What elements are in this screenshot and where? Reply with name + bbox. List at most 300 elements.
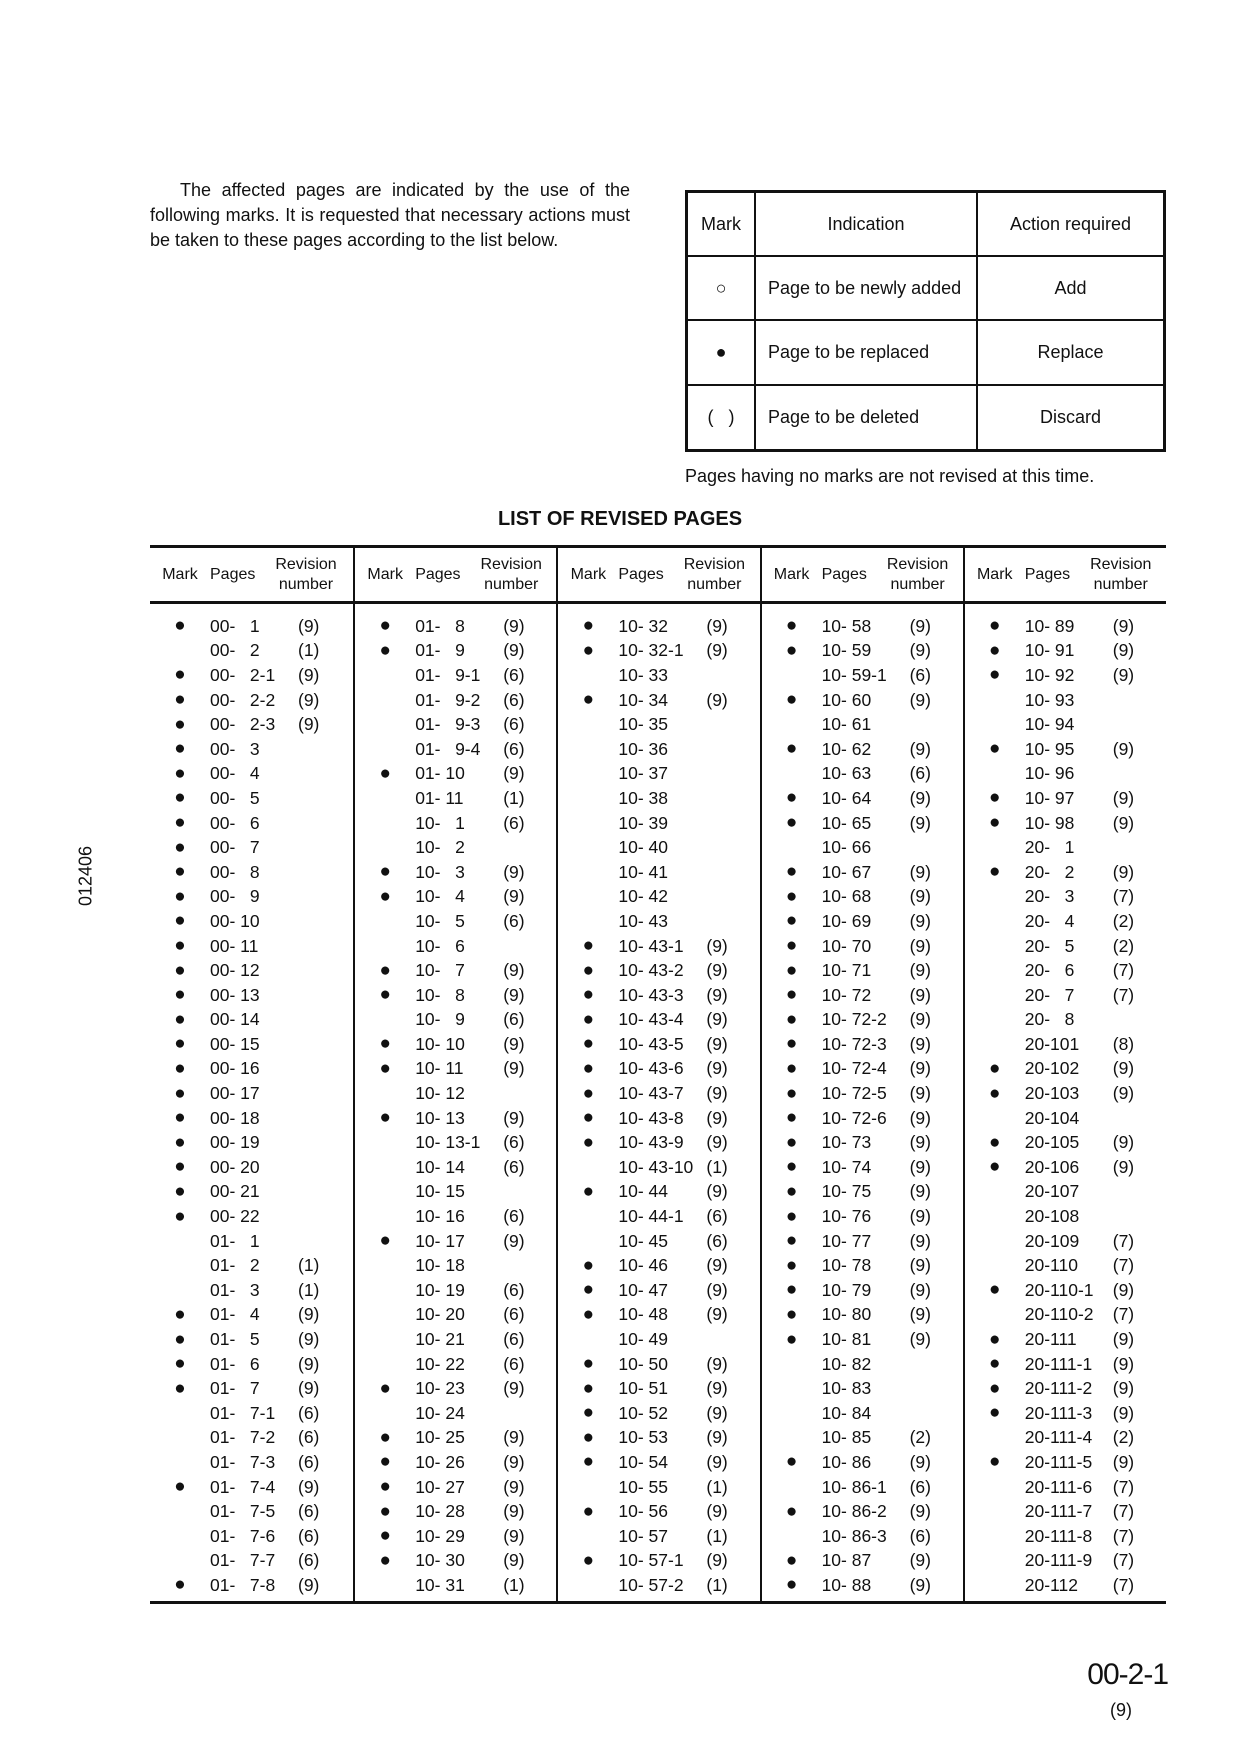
row-page: 00- 5 bbox=[210, 787, 260, 808]
row-page: 00- 22 bbox=[210, 1206, 260, 1227]
header-revision-line1: Revision bbox=[683, 555, 746, 573]
list-row bbox=[965, 1499, 1166, 1524]
list-row bbox=[150, 835, 353, 860]
row-revision: (7) bbox=[1112, 960, 1135, 981]
list-row bbox=[150, 1327, 353, 1352]
list-row bbox=[558, 663, 759, 688]
row-page: 10- 19 bbox=[415, 1279, 465, 1300]
list-row bbox=[762, 1549, 963, 1574]
row-page: 10- 87 bbox=[821, 1550, 872, 1571]
row-mark: ● bbox=[379, 1377, 391, 1399]
row-page: 20-109 bbox=[1024, 1230, 1080, 1251]
row-revision: (9) bbox=[298, 1329, 320, 1350]
row-page: 10- 58 bbox=[821, 615, 872, 636]
list-row bbox=[355, 1155, 556, 1180]
row-revision: (9) bbox=[909, 1058, 931, 1079]
row-revision: (7) bbox=[1112, 1255, 1135, 1276]
list-row bbox=[762, 1450, 963, 1475]
row-revision: (9) bbox=[909, 1181, 931, 1202]
row-page: 10- 46 bbox=[618, 1255, 668, 1276]
list-row bbox=[965, 1253, 1166, 1278]
row-revision: (9) bbox=[503, 1525, 525, 1546]
list-row bbox=[965, 1008, 1166, 1033]
row-revision: (9) bbox=[706, 1501, 728, 1522]
list-row bbox=[150, 1376, 353, 1401]
row-page: 20-111 bbox=[1024, 1329, 1077, 1350]
list-row bbox=[558, 1204, 759, 1229]
row-revision: (9) bbox=[503, 960, 525, 981]
legend-mark-discard: ( ) bbox=[687, 385, 756, 451]
row-page: 01- 6 bbox=[210, 1353, 260, 1374]
row-mark: ● bbox=[582, 615, 595, 637]
row-mark: ● bbox=[582, 1426, 595, 1448]
row-revision: (9) bbox=[909, 1206, 931, 1227]
list-row bbox=[965, 958, 1166, 983]
row-page: 10- 63 bbox=[821, 763, 872, 784]
list-row bbox=[558, 1376, 759, 1401]
header-mark: Mark bbox=[162, 565, 198, 583]
list-row bbox=[355, 712, 556, 737]
header-pages: Pages bbox=[210, 565, 256, 583]
list-row bbox=[965, 737, 1166, 762]
legend-header-mark: Mark bbox=[687, 192, 756, 257]
column-header bbox=[965, 548, 1166, 604]
row-mark: ● bbox=[174, 1353, 186, 1375]
row-page: 10- 18 bbox=[415, 1255, 465, 1276]
row-mark: ● bbox=[785, 639, 798, 661]
row-mark: ● bbox=[785, 812, 798, 834]
row-page: 10- 86-3 bbox=[821, 1525, 887, 1546]
list-row bbox=[355, 811, 556, 836]
row-mark: ● bbox=[379, 615, 391, 637]
list-row bbox=[965, 1032, 1166, 1057]
row-page: 10- 75 bbox=[821, 1181, 872, 1202]
row-page: 01- 7-8 bbox=[210, 1574, 276, 1595]
row-mark: ● bbox=[582, 1033, 595, 1055]
row-revision: (9) bbox=[706, 1402, 728, 1423]
list-row bbox=[150, 688, 353, 713]
row-page: 01- 7-5 bbox=[210, 1501, 276, 1522]
list-row bbox=[355, 1401, 556, 1426]
row-revision: (9) bbox=[706, 1058, 728, 1079]
row-revision: (9) bbox=[909, 787, 931, 808]
list-row bbox=[762, 1376, 963, 1401]
row-revision: (6) bbox=[503, 1279, 525, 1300]
list-row bbox=[150, 1106, 353, 1131]
row-revision: (7) bbox=[1112, 886, 1135, 907]
list-row bbox=[150, 712, 353, 737]
header-revision-line1: Revision bbox=[1090, 555, 1152, 573]
header-revision-line2: number bbox=[890, 575, 945, 593]
legend-mark-replace: ● bbox=[687, 320, 756, 384]
row-page: 10- 7 bbox=[415, 960, 465, 981]
row-revision: (9) bbox=[706, 1009, 728, 1030]
row-mark: ● bbox=[785, 1254, 798, 1276]
list-row bbox=[558, 1549, 759, 1574]
row-mark: ● bbox=[174, 885, 186, 907]
list-row bbox=[965, 885, 1166, 910]
list-row bbox=[558, 1352, 759, 1377]
row-mark: ● bbox=[174, 1476, 186, 1498]
row-page: 10- 43 bbox=[618, 910, 668, 931]
row-revision: (9) bbox=[909, 886, 931, 907]
list-row bbox=[762, 737, 963, 762]
header-revision-line2: number bbox=[484, 575, 539, 593]
row-revision: (9) bbox=[1112, 640, 1135, 661]
list-row bbox=[762, 1130, 963, 1155]
list-row bbox=[355, 885, 556, 910]
list-row bbox=[965, 1475, 1166, 1500]
row-page: 10- 72 bbox=[821, 984, 872, 1005]
list-row bbox=[355, 737, 556, 762]
list-row bbox=[558, 762, 759, 787]
list-row bbox=[150, 1130, 353, 1155]
list-row bbox=[355, 860, 556, 885]
row-revision: (9) bbox=[706, 1353, 728, 1374]
row-mark: ● bbox=[582, 1082, 595, 1104]
row-page: 20-108 bbox=[1024, 1206, 1080, 1227]
row-revision: (7) bbox=[1112, 1230, 1135, 1251]
row-page: 00- 12 bbox=[210, 960, 260, 981]
row-mark: ● bbox=[582, 1008, 595, 1030]
row-revision: (1) bbox=[298, 1279, 320, 1300]
list-row bbox=[150, 811, 353, 836]
row-page: 10- 33 bbox=[618, 664, 668, 685]
header-revision bbox=[266, 555, 346, 595]
row-revision: (9) bbox=[503, 1427, 525, 1448]
revised-pages-column bbox=[760, 548, 963, 1601]
list-row bbox=[150, 1081, 353, 1106]
row-revision: (9) bbox=[298, 664, 320, 685]
row-page: 00- 10 bbox=[210, 910, 260, 931]
row-revision: (9) bbox=[298, 1574, 320, 1595]
row-page: 00- 2 bbox=[210, 640, 260, 661]
row-revision: (9) bbox=[909, 1107, 931, 1128]
row-revision: (9) bbox=[909, 910, 931, 931]
row-page: 10- 85 bbox=[821, 1427, 872, 1448]
revised-pages-column bbox=[353, 548, 556, 1601]
list-row bbox=[965, 1303, 1166, 1328]
list-row bbox=[762, 1253, 963, 1278]
row-page: 10- 65 bbox=[821, 812, 872, 833]
row-revision: (2) bbox=[1112, 1427, 1135, 1448]
column-header bbox=[355, 548, 556, 604]
list-row bbox=[558, 934, 759, 959]
row-revision: (9) bbox=[909, 812, 931, 833]
list-row bbox=[355, 1450, 556, 1475]
row-page: 20-110-1 bbox=[1024, 1279, 1094, 1300]
list-row bbox=[150, 1278, 353, 1303]
list-row bbox=[762, 835, 963, 860]
row-revision: (9) bbox=[909, 1132, 931, 1153]
list-row bbox=[150, 614, 353, 639]
row-page: 10- 91 bbox=[1024, 640, 1075, 661]
row-revision: (9) bbox=[1112, 1402, 1135, 1423]
header-pages: Pages bbox=[415, 565, 461, 583]
row-revision: (6) bbox=[503, 1156, 525, 1177]
list-row bbox=[355, 1106, 556, 1131]
row-mark: ● bbox=[174, 689, 186, 711]
list-row bbox=[762, 614, 963, 639]
row-page: 10- 66 bbox=[821, 837, 872, 858]
row-page: 10- 34 bbox=[618, 689, 668, 710]
list-row bbox=[558, 614, 759, 639]
list-row bbox=[355, 1549, 556, 1574]
list-row bbox=[762, 1426, 963, 1451]
row-page: 10- 9 bbox=[415, 1009, 465, 1030]
row-page: 01- 1 bbox=[210, 1230, 260, 1251]
legend-indication-add: Page to be newly added bbox=[755, 256, 977, 320]
row-page: 10- 62 bbox=[821, 738, 872, 759]
row-page: 01- 7-1 bbox=[210, 1402, 276, 1423]
list-row bbox=[965, 762, 1166, 787]
row-mark: ● bbox=[379, 1525, 391, 1547]
row-mark: ● bbox=[989, 615, 1001, 637]
list-row bbox=[965, 1278, 1166, 1303]
row-revision: (7) bbox=[1112, 1304, 1135, 1325]
row-page: 10- 56 bbox=[618, 1501, 668, 1522]
row-mark: ● bbox=[174, 615, 186, 637]
list-row bbox=[150, 1008, 353, 1033]
row-page: 10- 39 bbox=[618, 812, 668, 833]
row-page: 10- 44 bbox=[618, 1181, 668, 1202]
row-page: 10- 94 bbox=[1024, 714, 1075, 735]
no-mark-note: Pages having no marks are not revised at this time. bbox=[685, 466, 1095, 486]
row-mark: ● bbox=[989, 639, 1001, 661]
row-page: 10- 5 bbox=[415, 910, 465, 931]
row-page: 10- 86-1 bbox=[821, 1476, 887, 1497]
list-row bbox=[965, 1180, 1166, 1205]
row-page: 10- 57 bbox=[618, 1525, 668, 1546]
list-row bbox=[558, 1401, 759, 1426]
row-page: 10- 73 bbox=[821, 1132, 872, 1153]
row-revision: (9) bbox=[706, 1279, 728, 1300]
row-page: 10- 98 bbox=[1024, 812, 1075, 833]
list-row bbox=[762, 1057, 963, 1082]
row-mark: ● bbox=[989, 1402, 1001, 1424]
row-revision: (7) bbox=[1112, 1550, 1135, 1571]
row-revision: (9) bbox=[706, 1451, 728, 1472]
list-row bbox=[965, 663, 1166, 688]
row-mark: ● bbox=[582, 1131, 595, 1153]
header-revision-line2: number bbox=[687, 575, 742, 593]
row-revision: (9) bbox=[706, 1132, 728, 1153]
row-page: 20- 6 bbox=[1024, 960, 1075, 981]
list-row bbox=[150, 786, 353, 811]
list-row bbox=[762, 712, 963, 737]
row-mark: ● bbox=[785, 1549, 798, 1571]
list-row bbox=[150, 1352, 353, 1377]
revised-pages-column bbox=[556, 548, 759, 1601]
row-revision: (9) bbox=[1112, 1353, 1135, 1374]
list-row bbox=[965, 811, 1166, 836]
row-revision: (9) bbox=[503, 1230, 525, 1251]
list-row bbox=[762, 1008, 963, 1033]
list-row bbox=[150, 762, 353, 787]
row-mark: ● bbox=[379, 1230, 391, 1252]
list-row bbox=[355, 1229, 556, 1254]
list-row bbox=[150, 1229, 353, 1254]
row-page: 10- 13-1 bbox=[415, 1132, 481, 1153]
list-row bbox=[965, 1155, 1166, 1180]
row-page: 10- 25 bbox=[415, 1427, 465, 1448]
row-page: 10- 43-5 bbox=[618, 1033, 684, 1054]
row-mark: ● bbox=[379, 1057, 391, 1079]
row-mark: ● bbox=[785, 1057, 798, 1079]
row-revision: (9) bbox=[909, 1083, 931, 1104]
legend-indication-replace: Page to be replaced bbox=[755, 320, 977, 384]
list-row bbox=[965, 1376, 1166, 1401]
row-revision: (6) bbox=[298, 1451, 320, 1472]
row-page: 10- 6 bbox=[415, 935, 465, 956]
row-page: 10- 22 bbox=[415, 1353, 465, 1374]
list-row bbox=[150, 983, 353, 1008]
row-page: 00- 2-3 bbox=[210, 714, 276, 735]
row-page: 10- 43-10 bbox=[618, 1156, 694, 1177]
row-page: 00- 9 bbox=[210, 886, 260, 907]
intro-paragraph: The affected pages are indicated by the use of the following marks. It is requested that necessary actions must be taken to these pages according to the list below. bbox=[150, 180, 630, 250]
list-row bbox=[558, 1278, 759, 1303]
row-mark: ● bbox=[379, 1451, 391, 1473]
legend-action-discard: Discard bbox=[977, 385, 1165, 451]
row-page: 10- 27 bbox=[415, 1476, 465, 1497]
list-row bbox=[558, 688, 759, 713]
header-revision-line1: Revision bbox=[275, 555, 337, 573]
row-revision: (9) bbox=[909, 1009, 931, 1030]
row-page: 20- 4 bbox=[1024, 910, 1075, 931]
header-mark: Mark bbox=[570, 565, 607, 583]
row-page: 10- 30 bbox=[415, 1550, 465, 1571]
header-revision-line1: Revision bbox=[886, 555, 949, 573]
row-page: 10- 59 bbox=[821, 640, 872, 661]
row-page: 10- 64 bbox=[821, 787, 872, 808]
list-row bbox=[355, 1303, 556, 1328]
row-revision: (9) bbox=[909, 1230, 931, 1251]
list-row bbox=[558, 1303, 759, 1328]
page-number: 00-2-1 bbox=[1087, 1658, 1168, 1691]
row-revision: (9) bbox=[1112, 861, 1135, 882]
list-row bbox=[558, 1180, 759, 1205]
list-row bbox=[355, 1352, 556, 1377]
list-row bbox=[355, 639, 556, 664]
row-revision: (9) bbox=[706, 1033, 728, 1054]
list-row bbox=[558, 737, 759, 762]
list-row bbox=[965, 614, 1166, 639]
header-revision-line2: number bbox=[1093, 575, 1148, 593]
row-mark: ● bbox=[785, 984, 798, 1006]
row-revision: (6) bbox=[909, 1525, 931, 1546]
row-revision: (6) bbox=[706, 1230, 728, 1251]
row-mark: ● bbox=[582, 1402, 595, 1424]
row-mark: ● bbox=[989, 1279, 1001, 1301]
list-row bbox=[355, 1278, 556, 1303]
list-row bbox=[762, 1524, 963, 1549]
row-revision: (9) bbox=[1112, 812, 1135, 833]
row-revision: (9) bbox=[909, 1279, 931, 1300]
row-page: 20-111-3 bbox=[1024, 1402, 1093, 1423]
list-row bbox=[965, 934, 1166, 959]
row-mark: ● bbox=[785, 1574, 798, 1596]
list-row bbox=[150, 639, 353, 664]
header-mark: Mark bbox=[976, 565, 1013, 583]
row-page: 00- 6 bbox=[210, 812, 260, 833]
list-row bbox=[150, 860, 353, 885]
row-page: 20-105 bbox=[1024, 1132, 1080, 1153]
row-page: 10- 97 bbox=[1024, 787, 1075, 808]
list-row bbox=[558, 811, 759, 836]
list-row bbox=[558, 958, 759, 983]
row-page: 10- 83 bbox=[821, 1378, 872, 1399]
row-revision: (9) bbox=[503, 886, 525, 907]
row-mark: ● bbox=[174, 738, 186, 760]
row-mark: ● bbox=[582, 1353, 595, 1375]
row-page: 20-111-5 bbox=[1024, 1451, 1093, 1472]
list-row bbox=[762, 811, 963, 836]
row-page: 10- 72-4 bbox=[821, 1058, 887, 1079]
row-mark: ● bbox=[785, 1451, 798, 1473]
row-page: 00- 4 bbox=[210, 763, 260, 784]
row-revision: (9) bbox=[503, 1107, 525, 1128]
row-page: 00- 11 bbox=[210, 935, 259, 956]
row-page: 10- 45 bbox=[618, 1230, 668, 1251]
row-revision: (9) bbox=[909, 738, 931, 759]
row-mark: ● bbox=[785, 615, 798, 637]
list-row bbox=[150, 1499, 353, 1524]
row-page: 20-103 bbox=[1024, 1083, 1080, 1104]
row-revision: (2) bbox=[1112, 910, 1135, 931]
row-page: 10- 28 bbox=[415, 1501, 465, 1522]
list-row bbox=[355, 762, 556, 787]
list-row bbox=[965, 909, 1166, 934]
row-revision: (6) bbox=[503, 664, 525, 685]
row-page: 20-111-7 bbox=[1024, 1501, 1093, 1522]
row-revision: (1) bbox=[503, 1574, 525, 1595]
row-mark: ● bbox=[379, 959, 391, 981]
row-page: 01- 7-6 bbox=[210, 1525, 276, 1546]
list-row bbox=[965, 835, 1166, 860]
row-revision: (9) bbox=[1112, 1132, 1135, 1153]
list-row bbox=[762, 1573, 963, 1598]
row-revision: (9) bbox=[1112, 1329, 1135, 1350]
row-page: 10- 95 bbox=[1024, 738, 1075, 759]
row-page: 10- 86-2 bbox=[821, 1501, 887, 1522]
list-row bbox=[965, 1573, 1166, 1598]
list-row bbox=[355, 1204, 556, 1229]
row-mark: ● bbox=[582, 1279, 595, 1301]
row-revision: (9) bbox=[1112, 1156, 1135, 1177]
row-revision: (1) bbox=[298, 1255, 320, 1276]
row-page: 10- 26 bbox=[415, 1451, 465, 1472]
header-mark: Mark bbox=[367, 565, 403, 583]
row-page: 10- 61 bbox=[821, 714, 872, 735]
row-page: 10- 76 bbox=[821, 1206, 872, 1227]
list-row bbox=[150, 1426, 353, 1451]
row-revision: (8) bbox=[1112, 1033, 1135, 1054]
list-row bbox=[150, 737, 353, 762]
row-page: 10- 2 bbox=[415, 837, 465, 858]
row-revision: (9) bbox=[1112, 1083, 1135, 1104]
row-page: 01- 4 bbox=[210, 1304, 260, 1325]
row-mark: ● bbox=[582, 1549, 595, 1571]
row-page: 20-101 bbox=[1024, 1033, 1080, 1054]
row-revision: (9) bbox=[503, 763, 525, 784]
row-page: 01- 7 bbox=[210, 1378, 260, 1399]
row-revision: (7) bbox=[1112, 1501, 1135, 1522]
row-revision: (6) bbox=[503, 1304, 525, 1325]
list-row bbox=[558, 1106, 759, 1131]
row-revision: (6) bbox=[503, 812, 525, 833]
list-row bbox=[355, 1008, 556, 1033]
